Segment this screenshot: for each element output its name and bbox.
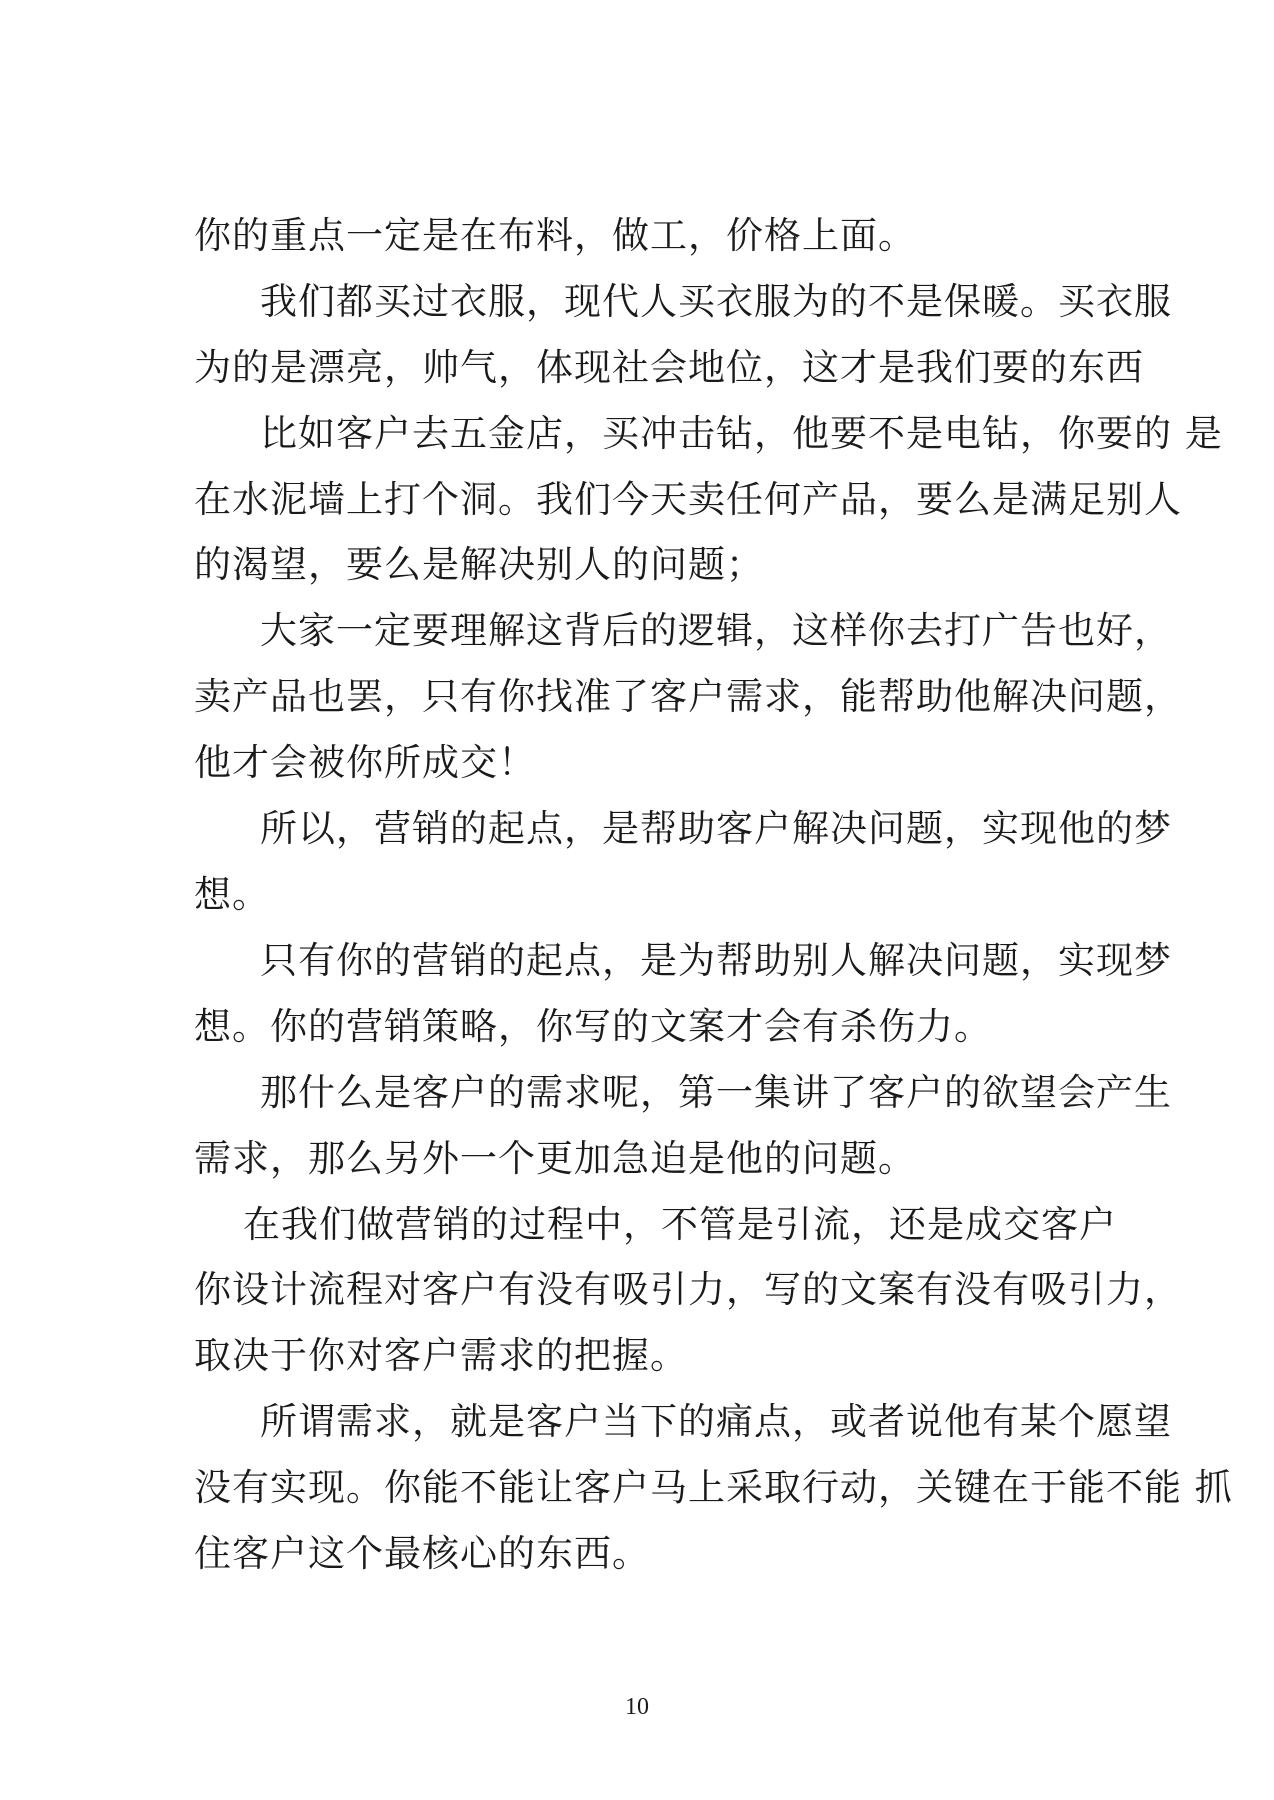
text-line: 那什么是客户的需求呢，第一集讲了客户的欲望会产生 (260, 1071, 1172, 1114)
text-line: 比如客户去五金店，买冲击钻，他要不是电钻，你要的 是 (260, 412, 1223, 455)
text-line: 在我们做营销的过程中，不管是引流，还是成交客户 (243, 1203, 1117, 1246)
text-line: 他才会被你所成交！ (194, 741, 536, 784)
text-line: 住客户这个最核心的东西。 (194, 1532, 650, 1575)
text-line: 大家一定要理解这背后的逻辑，这样你去打广告也好， (260, 609, 1172, 652)
text-line: 我们都买过衣服，现代人买衣服为的不是保暖。买衣服 (260, 280, 1172, 323)
text-line: 所以，营销的起点，是帮助客户解决问题，实现他的梦 (260, 807, 1172, 850)
page-number: 10 (625, 1694, 649, 1720)
text-line: 取决于你对客户需求的把握。 (194, 1334, 688, 1377)
text-line: 为的是漂亮，帅气，体现社会地位，这才是我们要的东西 (194, 346, 1144, 389)
text-line: 你设计流程对客户有没有吸引力，写的文案有没有吸引力， (194, 1268, 1182, 1311)
text-line: 想。你的营销策略，你写的文案才会有杀伤力。 (194, 1005, 992, 1048)
text-line: 需求，那么另外一个更加急迫是他的问题。 (194, 1137, 916, 1180)
text-line: 想。 (194, 873, 270, 916)
text-line: 所谓需求，就是客户当下的痛点，或者说他有某个愿望 (260, 1400, 1172, 1443)
text-line: 只有你的营销的起点，是为帮助别人解决问题，实现梦 (260, 939, 1172, 982)
text-line: 没有实现。你能不能让客户马上采取行动，关键在于能不能 抓 (194, 1466, 1233, 1509)
text-line: 在水泥墙上打个洞。我们今天卖任何产品，要么是满足别人 (194, 478, 1182, 521)
text-line: 的渴望，要么是解决别人的问题； (194, 543, 764, 586)
text-line: 卖产品也罢，只有你找准了客户需求，能帮助他解决问题， (194, 675, 1182, 718)
text-line: 你的重点一定是在布料，做工，价格上面。 (194, 214, 916, 257)
